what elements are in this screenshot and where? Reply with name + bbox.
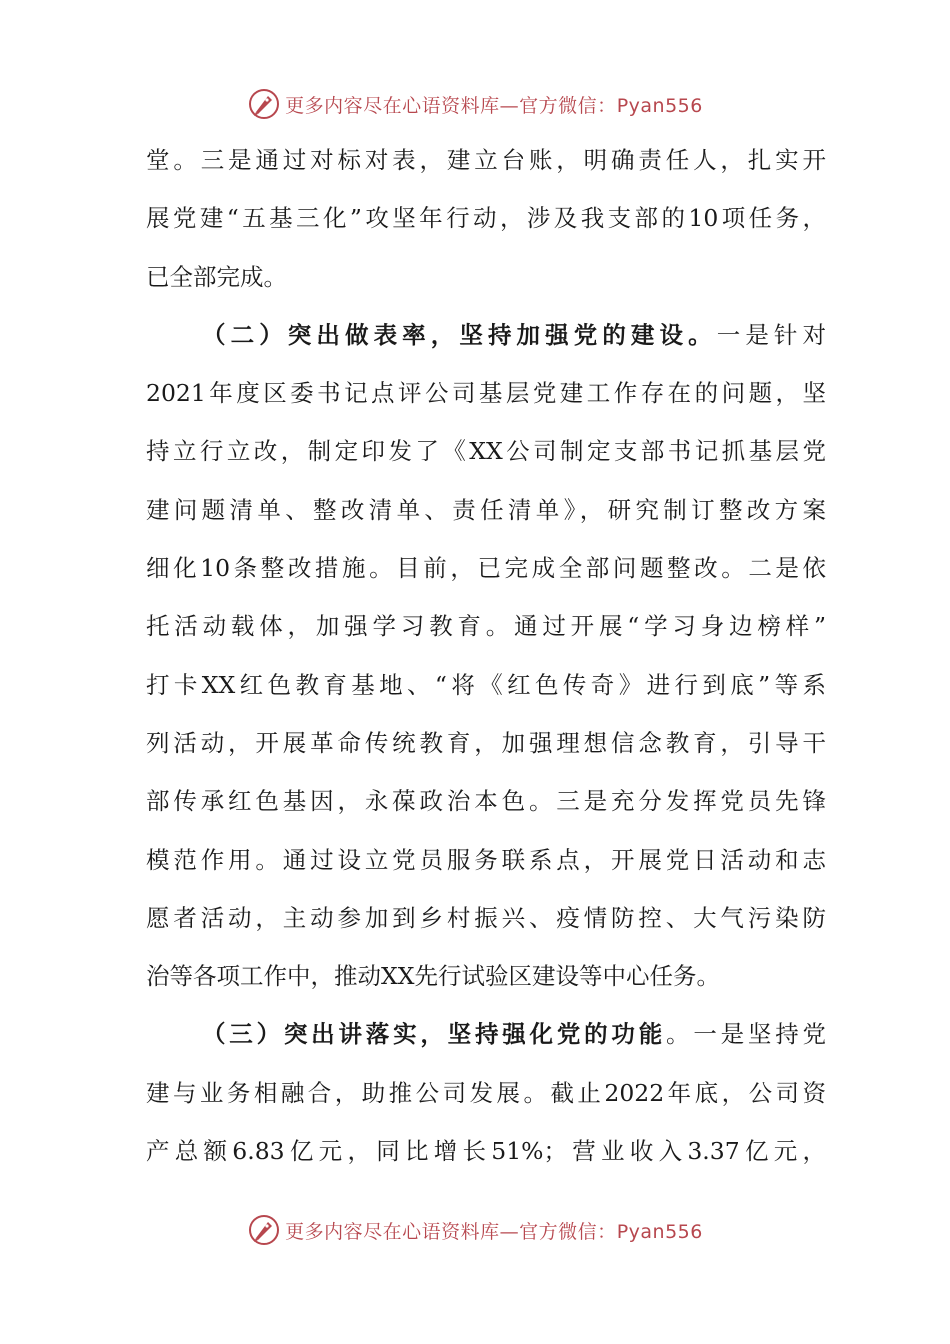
watermark-banner-bottom xyxy=(0,1210,950,1250)
text-line: 展党建“五基三化”攻坚年行动，涉及我支部的10项任务， xyxy=(146,204,826,233)
text-line: 打卡XX红色教育基地、“将《红色传奇》进行到底”等系 xyxy=(146,670,826,699)
text-line: 建问题清单、整改清单、责任清单》，研究制订整改方案 xyxy=(146,495,826,524)
text-line: 模范作用。通过设立党员服务联系点，开展党日活动和志 xyxy=(146,845,826,874)
document-body xyxy=(146,131,826,1180)
watermark-banner-top xyxy=(0,84,950,124)
text-line: 2021年度区委书记点评公司基层党建工作存在的问题，坚 xyxy=(146,379,826,408)
text-line: 持立行立改，制定印发了《XX公司制定支部书记抓基层党 xyxy=(146,437,826,466)
section-lead-text: 一是针对 xyxy=(716,320,827,349)
watermark-text: 更多内容尽在心语资料库—官方微信：Pyan556 xyxy=(285,1220,703,1243)
section-heading-3 xyxy=(146,1005,826,1063)
text-line: 堂。三是通过对标对表，建立台账，明确责任人，扎实开 xyxy=(146,146,826,174)
section-title: （二）突出做表率，坚持加强党的建设。 xyxy=(202,320,717,349)
text-line: 愿者活动，主动参加到乡村振兴、疫情防控、大气污染防 xyxy=(146,903,826,932)
text-line: 产总额6.83亿元，同比增长51%；营业收入3.37亿元， xyxy=(146,1137,826,1166)
text-line: 治等各项工作中，推动XX先行试验区建设等中心任务。 xyxy=(146,962,720,991)
text-line: 托活动载体，加强学习教育。通过开展“学习身边榜样” xyxy=(146,612,826,641)
text-line: 细化10条整改措施。目前，已完成全部问题整改。二是依 xyxy=(146,554,826,583)
pen-nib-icon xyxy=(247,87,281,121)
section-title: （三）突出讲落实，坚持强化党的功能 xyxy=(202,1020,667,1049)
text-line: 已全部完成。 xyxy=(146,262,287,291)
text-line: 部传承红色基因，永葆政治本色。三是充分发挥党员先锋 xyxy=(146,787,826,816)
pen-nib-icon xyxy=(247,1213,281,1247)
watermark-text: 更多内容尽在心语资料库—官方微信：Pyan556 xyxy=(285,94,703,117)
section-heading-2 xyxy=(146,306,826,364)
text-line: 列活动，开展革命传统教育，加强理想信念教育，引导干 xyxy=(146,728,826,757)
text-line: 建与业务相融合，助推公司发展。截止2022年底，公司资 xyxy=(146,1078,826,1107)
section-lead-text: 。一是坚持党 xyxy=(666,1020,827,1049)
